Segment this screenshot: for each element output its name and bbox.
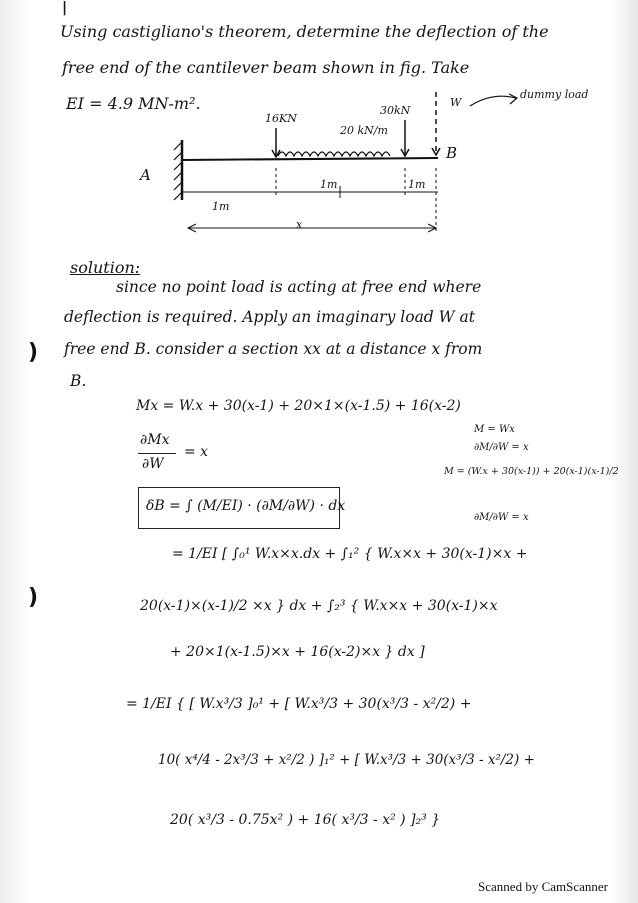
side-note: M = (W.x + 30(x-1)) + 20(x-1)(x-1)/2: [444, 466, 619, 477]
side-note: M = Wx: [474, 424, 515, 435]
support-a-label: A: [140, 166, 151, 184]
question-line-3: EI = 4.9 MN-m².: [66, 94, 201, 113]
dummy-pointer-arrow: [470, 96, 516, 106]
load-30-label: 30kN: [380, 104, 411, 117]
derivative-result: = x: [184, 444, 209, 460]
side-note: ∂M/∂W = x: [474, 512, 529, 523]
punch-mark: |: [62, 0, 68, 16]
dimension-1m-label: 1m: [212, 200, 230, 213]
dummy-load-label: dummy load: [520, 88, 589, 101]
load-16-label: 16KN: [265, 112, 297, 125]
derivation-line: + 20×1(x-1.5)×x + 16(x-2)×x } dx ]: [170, 644, 425, 660]
moment-equation: Mx = W.x + 30(x-1) + 20×1×(x-1.5) + 16(x-2): [136, 398, 461, 414]
udl-coil: [278, 152, 390, 156]
dimension-1m-label: 1m: [320, 178, 338, 191]
derivation-line: 20( x³/3 - 0.75x² ) + 16( x³/3 - x² ) ]₂³ }: [170, 812, 441, 828]
fraction-bar: [138, 453, 176, 454]
solution-paragraph-line: deflection is required. Apply an imaginary load W at: [64, 308, 475, 326]
solution-paragraph-line: free end B. consider a section xx at a distance x from: [64, 340, 483, 358]
load-w-label: W: [450, 96, 462, 109]
dimension-x-label: x: [296, 218, 303, 231]
castigliano-formula: δB = ∫ (M/EI) · (∂M/∂W) · dx: [146, 498, 346, 514]
derivation-line: 20(x-1)×(x-1)/2 ×x } dx + ∫₂³ { W.x×x + 30(x-1)×x: [140, 598, 498, 614]
solution-paragraph-line: B.: [70, 372, 87, 390]
question-line-1: Using castigliano's theorem, determine the deflection of the: [60, 22, 549, 41]
punch-hole-mark: ): [28, 585, 39, 610]
derivation-line: = 1/EI [ ∫₀¹ W.x×x.dx + ∫₁² { W.x×x + 30(x-1)×x +: [172, 546, 528, 562]
derivative-denominator: ∂W: [142, 456, 164, 472]
solution-heading: solution:: [70, 258, 141, 277]
derivation-line: 10( x⁴/4 - 2x³/3 + x²/2 ) ]₁² + [ W.x³/3 + 30(x³/3 - x²/2) +: [158, 752, 535, 768]
solution-paragraph-line: since no point load is acting at free end where: [116, 278, 482, 296]
derivation-line: = 1/EI { [ W.x³/3 ]₀¹ + [ W.x³/3 + 30(x³/3 - x²/2) +: [126, 696, 472, 712]
scanner-watermark: Scanned by CamScanner: [478, 879, 608, 894]
side-note: ∂M/∂W = x: [474, 442, 529, 453]
punch-hole-mark: ): [28, 340, 39, 365]
free-end-b-label: B: [446, 144, 458, 162]
question-line-2: free end of the cantilever beam shown in fig. Take: [62, 58, 470, 77]
dimension-1m-label: 1m: [408, 178, 426, 191]
cantilever-beam-diagram: [0, 0, 638, 260]
beam-line: [182, 158, 438, 160]
udl-label: 20 kN/m: [340, 124, 388, 137]
derivative-numerator: ∂Mx: [140, 432, 170, 448]
